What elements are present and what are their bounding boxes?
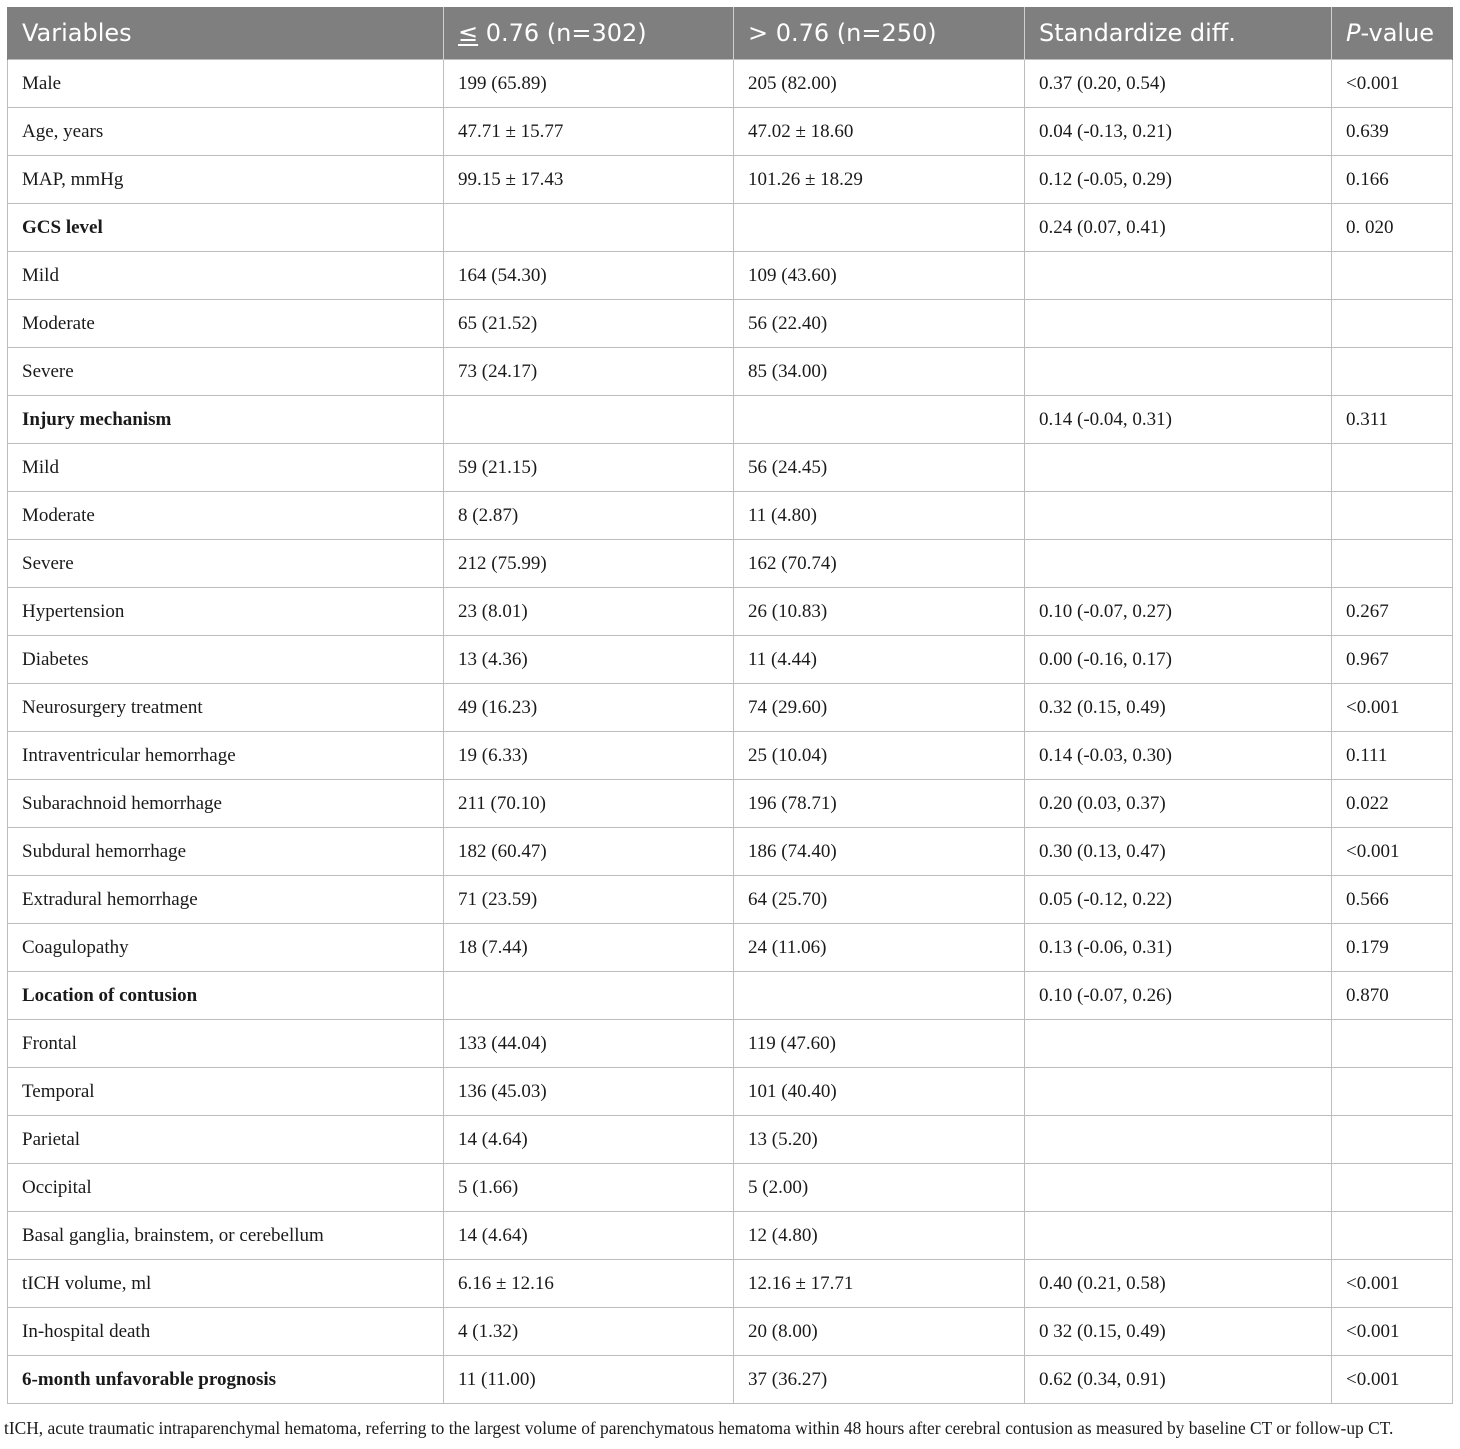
table-row <box>8 828 1453 876</box>
cell-p-value: <0.001 <box>1332 684 1453 732</box>
table-row <box>8 300 1453 348</box>
cell-group-low: 14 (4.64) <box>444 1116 734 1164</box>
cell-p-value: 0.566 <box>1332 876 1453 924</box>
cell-standardized-diff: 0.30 (0.13, 0.47) <box>1025 828 1332 876</box>
cell-variable: Age, years <box>8 108 444 156</box>
cell-variable: tICH volume, ml <box>8 1260 444 1308</box>
table-row <box>8 732 1453 780</box>
cell-p-value: <0.001 <box>1332 1308 1453 1356</box>
cell-group-low: 182 (60.47) <box>444 828 734 876</box>
cell-variable: Mild <box>8 252 444 300</box>
cell-group-high: 13 (5.20) <box>734 1116 1025 1164</box>
cell-standardized-diff <box>1025 444 1332 492</box>
cell-variable: Intraventricular hemorrhage <box>8 732 444 780</box>
cell-variable: GCS level <box>8 204 444 252</box>
cell-standardized-diff: 0.20 (0.03, 0.37) <box>1025 780 1332 828</box>
cell-group-high <box>734 204 1025 252</box>
cell-p-value <box>1332 300 1453 348</box>
cell-group-low: 211 (70.10) <box>444 780 734 828</box>
cell-standardized-diff <box>1025 1164 1332 1212</box>
cell-group-high: 47.02 ± 18.60 <box>734 108 1025 156</box>
cell-standardized-diff: 0.40 (0.21, 0.58) <box>1025 1260 1332 1308</box>
table-header <box>8 7 1453 60</box>
cell-group-low: 18 (7.44) <box>444 924 734 972</box>
cell-standardized-diff: 0.05 (-0.12, 0.22) <box>1025 876 1332 924</box>
cell-group-high: 11 (4.44) <box>734 636 1025 684</box>
cell-group-low: 8 (2.87) <box>444 492 734 540</box>
cell-group-high: 119 (47.60) <box>734 1020 1025 1068</box>
cell-group-high: 26 (10.83) <box>734 588 1025 636</box>
cell-group-high: 25 (10.04) <box>734 732 1025 780</box>
table-row <box>8 1116 1453 1164</box>
cell-p-value <box>1332 444 1453 492</box>
table-footnote: tICH, acute traumatic intraparenchymal hematoma, referring to the largest volume of parenchymatous hematoma within 48 hours after cerebral contusion as measured by baseline CT or follow-up CT. <box>4 1418 1394 1438</box>
cell-group-low: 199 (65.89) <box>444 60 734 108</box>
cell-variable: Injury mechanism <box>8 396 444 444</box>
cell-variable: Coagulopathy <box>8 924 444 972</box>
header-variables: Variables <box>8 7 444 60</box>
cell-group-low: 14 (4.64) <box>444 1212 734 1260</box>
p-italic: P <box>1346 19 1361 47</box>
data-table-container <box>7 7 1452 1404</box>
cell-standardized-diff: 0.00 (-0.16, 0.17) <box>1025 636 1332 684</box>
cell-variable: Basal ganglia, brainstem, or cerebellum <box>8 1212 444 1260</box>
table-row <box>8 780 1453 828</box>
cell-variable: Male <box>8 60 444 108</box>
table-row <box>8 396 1453 444</box>
cell-variable: Neurosurgery treatment <box>8 684 444 732</box>
baseline-characteristics-table <box>7 7 1453 1404</box>
table-row <box>8 492 1453 540</box>
cell-p-value: 0.311 <box>1332 396 1453 444</box>
cell-standardized-diff: 0.24 (0.07, 0.41) <box>1025 204 1332 252</box>
cell-group-high: 12 (4.80) <box>734 1212 1025 1260</box>
header-group-low-label: 0.76 (n=302) <box>478 19 647 47</box>
cell-variable: Mild <box>8 444 444 492</box>
cell-p-value <box>1332 1020 1453 1068</box>
table-row <box>8 636 1453 684</box>
cell-group-low: 164 (54.30) <box>444 252 734 300</box>
cell-standardized-diff <box>1025 348 1332 396</box>
cell-variable: In-hospital death <box>8 1308 444 1356</box>
cell-variable: Diabetes <box>8 636 444 684</box>
cell-group-high <box>734 396 1025 444</box>
cell-standardized-diff: 0.10 (-0.07, 0.27) <box>1025 588 1332 636</box>
cell-standardized-diff <box>1025 1020 1332 1068</box>
cell-variable: Parietal <box>8 1116 444 1164</box>
cell-p-value: <0.001 <box>1332 1260 1453 1308</box>
cell-standardized-diff: 0.14 (-0.04, 0.31) <box>1025 396 1332 444</box>
cell-variable: Occipital <box>8 1164 444 1212</box>
cell-group-low: 4 (1.32) <box>444 1308 734 1356</box>
cell-standardized-diff <box>1025 300 1332 348</box>
cell-variable: Temporal <box>8 1068 444 1116</box>
cell-group-high: 101 (40.40) <box>734 1068 1025 1116</box>
header-group-high: > 0.76 (n=250) <box>734 7 1025 60</box>
cell-variable: MAP, mmHg <box>8 156 444 204</box>
cell-group-low: 13 (4.36) <box>444 636 734 684</box>
table-row <box>8 1020 1453 1068</box>
cell-group-high: 37 (36.27) <box>734 1356 1025 1404</box>
table-row <box>8 348 1453 396</box>
cell-p-value: 0.166 <box>1332 156 1453 204</box>
cell-p-value <box>1332 1212 1453 1260</box>
table-row <box>8 252 1453 300</box>
cell-p-value: 0.870 <box>1332 972 1453 1020</box>
cell-p-value <box>1332 1116 1453 1164</box>
table-row <box>8 1260 1453 1308</box>
header-standardized-diff: Standardize diff. <box>1025 7 1332 60</box>
cell-variable: 6-month unfavorable prognosis <box>8 1356 444 1404</box>
cell-group-high: 101.26 ± 18.29 <box>734 156 1025 204</box>
cell-standardized-diff: 0.13 (-0.06, 0.31) <box>1025 924 1332 972</box>
cell-group-high: 109 (43.60) <box>734 252 1025 300</box>
cell-p-value <box>1332 492 1453 540</box>
cell-group-high: 64 (25.70) <box>734 876 1025 924</box>
cell-group-high: 85 (34.00) <box>734 348 1025 396</box>
table-row <box>8 156 1453 204</box>
cell-p-value: <0.001 <box>1332 828 1453 876</box>
cell-variable: Moderate <box>8 300 444 348</box>
cell-group-high: 5 (2.00) <box>734 1164 1025 1212</box>
cell-p-value <box>1332 348 1453 396</box>
table-row <box>8 1164 1453 1212</box>
p-value-suffix: -value <box>1360 19 1435 47</box>
cell-standardized-diff: 0.04 (-0.13, 0.21) <box>1025 108 1332 156</box>
cell-p-value: 0.022 <box>1332 780 1453 828</box>
cell-variable: Location of contusion <box>8 972 444 1020</box>
cell-standardized-diff <box>1025 492 1332 540</box>
cell-group-low: 212 (75.99) <box>444 540 734 588</box>
cell-group-high: 20 (8.00) <box>734 1308 1025 1356</box>
cell-p-value: 0. 020 <box>1332 204 1453 252</box>
cell-group-high <box>734 972 1025 1020</box>
cell-p-value: 0.111 <box>1332 732 1453 780</box>
lte-symbol: ≤ <box>458 19 479 47</box>
cell-group-low: 47.71 ± 15.77 <box>444 108 734 156</box>
table-row <box>8 108 1453 156</box>
cell-group-low <box>444 396 734 444</box>
cell-variable: Severe <box>8 348 444 396</box>
cell-group-low: 23 (8.01) <box>444 588 734 636</box>
cell-standardized-diff: 0.14 (-0.03, 0.30) <box>1025 732 1332 780</box>
cell-group-high: 74 (29.60) <box>734 684 1025 732</box>
table-body <box>8 60 1453 1404</box>
table-row <box>8 972 1453 1020</box>
cell-p-value: 0.967 <box>1332 636 1453 684</box>
cell-group-low: 99.15 ± 17.43 <box>444 156 734 204</box>
cell-standardized-diff: 0.37 (0.20, 0.54) <box>1025 60 1332 108</box>
cell-variable: Hypertension <box>8 588 444 636</box>
cell-p-value <box>1332 1068 1453 1116</box>
table-row <box>8 876 1453 924</box>
cell-group-low: 73 (24.17) <box>444 348 734 396</box>
cell-standardized-diff <box>1025 1116 1332 1164</box>
cell-p-value <box>1332 540 1453 588</box>
cell-group-low <box>444 204 734 252</box>
table-row <box>8 684 1453 732</box>
table-row <box>8 540 1453 588</box>
header-group-low <box>444 7 734 60</box>
cell-variable: Subdural hemorrhage <box>8 828 444 876</box>
cell-standardized-diff <box>1025 1212 1332 1260</box>
cell-variable: Extradural hemorrhage <box>8 876 444 924</box>
cell-standardized-diff <box>1025 1068 1332 1116</box>
cell-group-low: 49 (16.23) <box>444 684 734 732</box>
cell-group-high: 56 (22.40) <box>734 300 1025 348</box>
cell-group-low: 19 (6.33) <box>444 732 734 780</box>
table-row <box>8 444 1453 492</box>
cell-standardized-diff: 0.32 (0.15, 0.49) <box>1025 684 1332 732</box>
cell-p-value: <0.001 <box>1332 60 1453 108</box>
header-p-value <box>1332 7 1453 60</box>
cell-p-value: <0.001 <box>1332 1356 1453 1404</box>
cell-group-low: 59 (21.15) <box>444 444 734 492</box>
table-row <box>8 588 1453 636</box>
table-row <box>8 1212 1453 1260</box>
cell-group-high: 205 (82.00) <box>734 60 1025 108</box>
cell-variable: Severe <box>8 540 444 588</box>
cell-variable: Moderate <box>8 492 444 540</box>
cell-standardized-diff: 0.10 (-0.07, 0.26) <box>1025 972 1332 1020</box>
cell-standardized-diff: 0 32 (0.15, 0.49) <box>1025 1308 1332 1356</box>
cell-standardized-diff <box>1025 252 1332 300</box>
header-row <box>8 7 1453 60</box>
cell-variable: Frontal <box>8 1020 444 1068</box>
cell-standardized-diff <box>1025 540 1332 588</box>
cell-standardized-diff: 0.62 (0.34, 0.91) <box>1025 1356 1332 1404</box>
cell-p-value <box>1332 1164 1453 1212</box>
table-row <box>8 204 1453 252</box>
cell-group-high: 196 (78.71) <box>734 780 1025 828</box>
cell-group-low: 5 (1.66) <box>444 1164 734 1212</box>
cell-group-high: 186 (74.40) <box>734 828 1025 876</box>
table-row <box>8 1356 1453 1404</box>
table-row <box>8 1308 1453 1356</box>
cell-group-high: 56 (24.45) <box>734 444 1025 492</box>
cell-group-high: 11 (4.80) <box>734 492 1025 540</box>
cell-p-value: 0.179 <box>1332 924 1453 972</box>
cell-variable: Subarachnoid hemorrhage <box>8 780 444 828</box>
cell-group-low: 6.16 ± 12.16 <box>444 1260 734 1308</box>
table-row <box>8 924 1453 972</box>
table-row <box>8 60 1453 108</box>
table-row <box>8 1068 1453 1116</box>
cell-p-value: 0.267 <box>1332 588 1453 636</box>
cell-p-value: 0.639 <box>1332 108 1453 156</box>
cell-group-high: 12.16 ± 17.71 <box>734 1260 1025 1308</box>
cell-group-high: 162 (70.74) <box>734 540 1025 588</box>
cell-group-low <box>444 972 734 1020</box>
cell-group-low: 71 (23.59) <box>444 876 734 924</box>
cell-group-low: 133 (44.04) <box>444 1020 734 1068</box>
cell-p-value <box>1332 252 1453 300</box>
cell-group-low: 136 (45.03) <box>444 1068 734 1116</box>
cell-group-low: 65 (21.52) <box>444 300 734 348</box>
cell-standardized-diff: 0.12 (-0.05, 0.29) <box>1025 156 1332 204</box>
cell-group-high: 24 (11.06) <box>734 924 1025 972</box>
cell-group-low: 11 (11.00) <box>444 1356 734 1404</box>
